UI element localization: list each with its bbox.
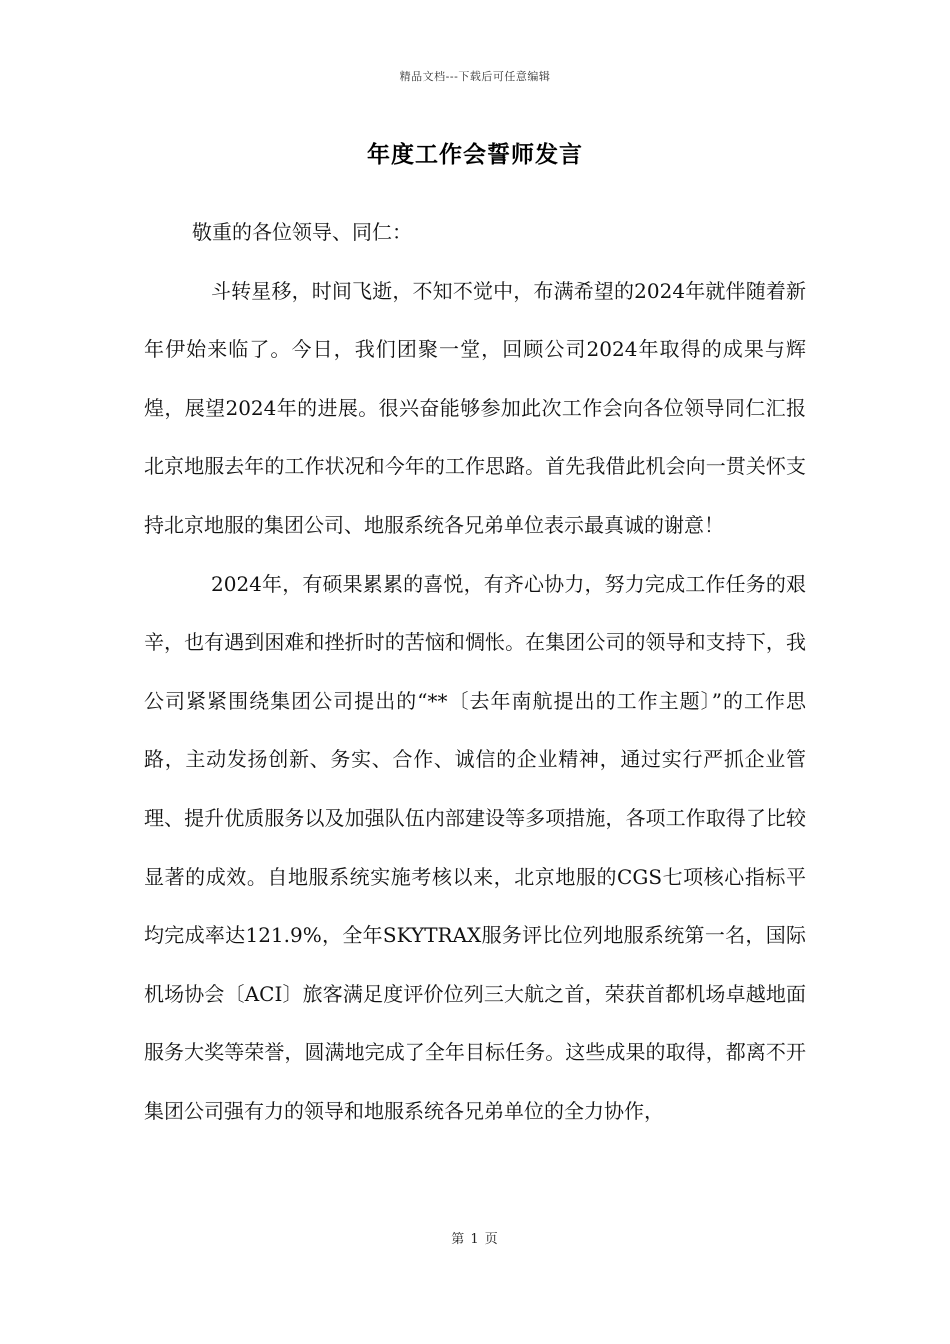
header-note: 精品文档---下载后可任意编辑 xyxy=(399,70,551,83)
paragraph-1: 斗转星移，时间飞逝，不知不觉中，布满希望的2024年就伴随着新年伊始来临了。今日，我们团聚一堂，回顾公司2024年取得的成果与辉煌，展望2024年的进展。很兴奋能够参加此次工作会向各位领导同仁汇报北京地服去年的工作状况和今年的工作思路。首先我借此机会向一贯关怀支持北京地服的集团公司、地服系统各兄弟单位表示最真诚的谢意！ xyxy=(144,278,806,537)
salutation: 敬重的各位领导、同仁： xyxy=(192,220,412,244)
document-title: 年度工作会誓师发言 xyxy=(367,141,583,168)
page-number: 第 1 页 xyxy=(451,1232,499,1247)
document-body xyxy=(144,203,806,1141)
paragraph-2: 2024年，有硕果累累的喜悦，有齐心协力，努力完成工作任务的艰辛，也有遇到困难和挫折时的苦恼和惆怅。在集团公司的领导和支持下，我公司紧紧围绕集团公司提出的“**〔去年南航提出的工作主题〕”的工作思路，主动发扬创新、务实、合作、诚信的企业精神，通过实行严抓企业管理、提升优质服务以及加强队伍内部建设等多项措施，各项工作取得了比较显著的成效。自地服系统实施考核以来，北京地服的CGS七项核心指标平均完成率达121.9%，全年SKYTRAX服务评比位列地服系统第一名，国际机场协会〔ACI〕旅客满足度评价位列三大航之首，荣获首都机场卓越地面服务大奖等荣誉，圆满地完成了全年目标任务。这些成果的取得，都离不开集团公司强有力的领导和地服系统各兄弟单位的全力协作， xyxy=(144,571,806,1123)
